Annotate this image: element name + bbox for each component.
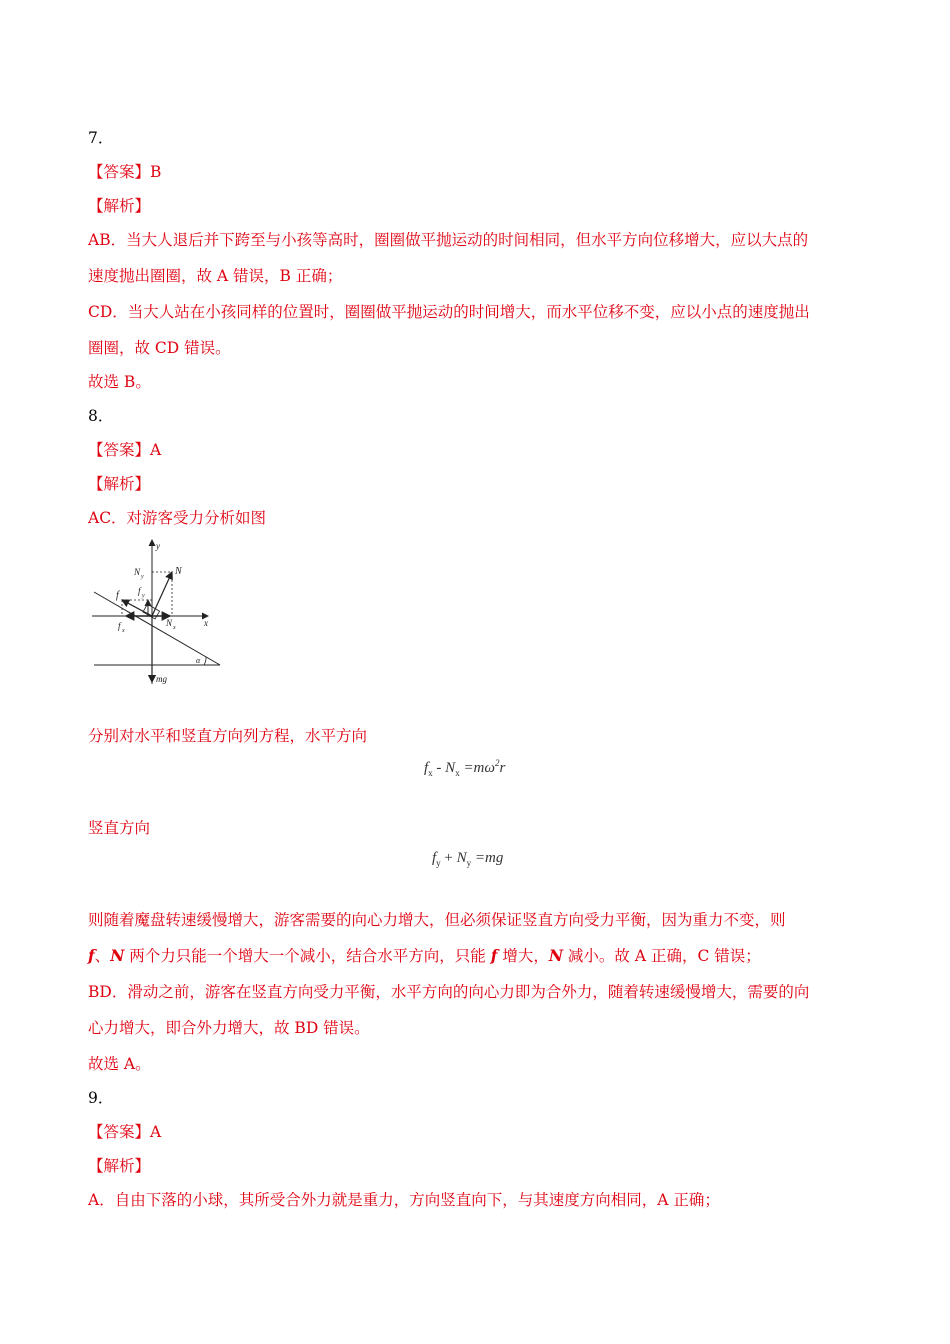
choice-7: 故选 B。 [88,373,151,391]
analysis-8-para4-line2: f、N 两个力只能一个增大一个减小，结合水平方向，只能 f 增大，N 减小。故 A 正确，C 错误； [88,946,761,965]
question-number-7: 7． [88,129,114,147]
analysis-heading-7: 【解析】 [88,197,151,215]
label-fx: f [118,621,121,631]
answer-8: 【答案】A [88,441,162,459]
label-f: f [116,590,119,601]
alpha-arc [204,657,206,665]
equation-horizontal: $f_x - N_x =m\omega^2r$ [424,758,506,778]
analysis-8-para1: AC．对游客受力分析如图 [88,509,267,527]
equation-vertical: $f_y + N_y =mg$ [432,850,504,868]
analysis-9-para1: A．自由下落的小球，其所受合外力就是重力，方向竖直向下，与其速度方向相同，A 正确； [88,1191,720,1209]
label-ny: N [134,567,141,577]
label-mg: mg [156,674,167,684]
choice-8: 故选 A。 [88,1055,151,1073]
analysis-heading-8: 【解析】 [88,475,151,493]
analysis-heading-9: 【解析】 [88,1157,151,1175]
block [143,604,160,619]
label-y: y [156,541,160,551]
analysis-7-para1-line1: AB．当大人退后并下跨至与小孩等高时，圈圈做平抛运动的时间相同，但水平方向位移增大，应以大点的 [88,231,809,249]
label-alpha: α [196,656,201,665]
label-n: N [175,566,182,577]
label-fy-sub: y [142,593,145,599]
label-x: x [204,618,208,628]
analysis-8-para2: 分别对水平和竖直方向列方程，水平方向 [88,727,368,745]
label-nx-sub: x [173,625,176,631]
label-nx: N [166,618,173,628]
analysis-8-para3: 竖直方向 [88,819,151,837]
analysis-8-para5-line2: 心力增大，即合外力增大，故 BD 错误。 [88,1019,370,1037]
analysis-7-para2-line2: 圈圈，故 CD 错误。 [88,339,231,357]
incline-line [94,592,220,665]
force-diagram [86,534,236,694]
label-fx-sub: x [122,628,125,634]
analysis-8-para5-line1: BD．滑动之前，游客在竖直方向受力平衡，水平方向的向心力即为合外力，随着转速缓慢增大，需要的向 [88,983,810,1001]
analysis-8-para4-line1: 则随着魔盘转速缓慢增大，游客需要的向心力增大，但必须保证竖直方向受力平衡，因为重力不变，则 [88,911,786,929]
answer-7: 【答案】B [88,163,162,181]
analysis-7-para2-line1: CD．当大人站在小孩同样的位置时，圈圈做平抛运动的时间增大，而水平位移不变，应以小点的速度抛出 [88,303,810,321]
n-vector [152,572,172,616]
label-fy: f [138,586,141,596]
question-number-9: 9． [88,1089,114,1107]
label-ny-sub: y [141,574,144,580]
analysis-7-para1-line2: 速度抛出圈圈，故 A 错误，B 正确； [88,267,343,285]
question-number-8: 8． [88,407,114,425]
answer-9: 【答案】A [88,1123,162,1141]
